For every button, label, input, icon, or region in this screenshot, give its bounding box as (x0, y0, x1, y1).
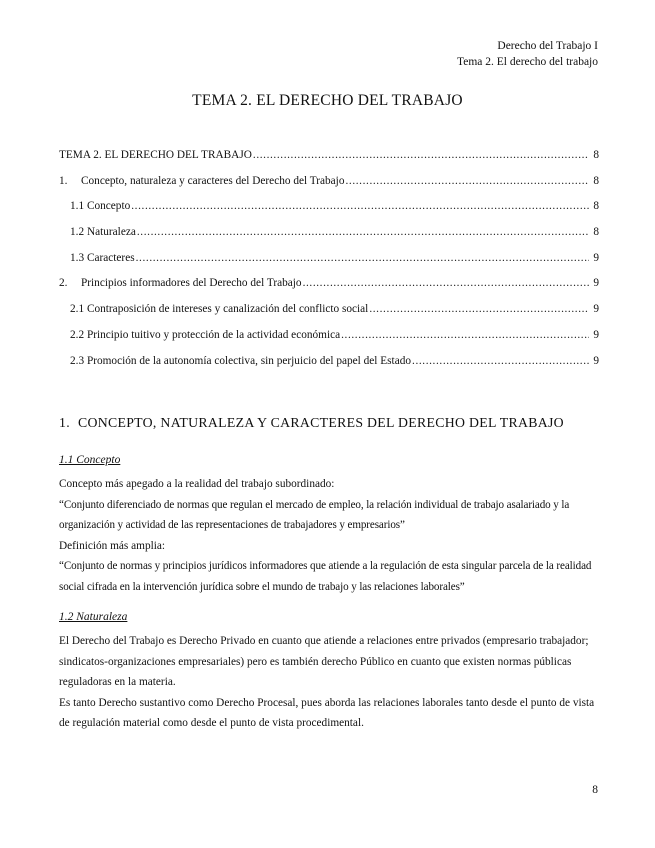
toc-page: 8 (593, 174, 599, 187)
page-number: 8 (592, 784, 598, 796)
toc-entry[interactable] (59, 277, 599, 303)
toc-page: 8 (593, 200, 599, 213)
toc-page: 8 (593, 226, 599, 239)
header-course: Derecho del Trabajo I (497, 40, 598, 52)
toc-page: 9 (593, 277, 599, 290)
toc-label: 2.2 Principio tuitivo y protección de la actividad económica (70, 328, 341, 341)
toc-number: 1. (59, 174, 68, 187)
table-of-contents (59, 149, 599, 380)
toc-leader (136, 252, 589, 264)
toc-leader (137, 226, 589, 238)
toc-label: 2.3 Promoción de la autonomía colectiva, sin perjuicio del papel del Estado (70, 354, 412, 367)
toc-label: 1.2 Naturaleza (70, 226, 136, 239)
toc-entry[interactable] (59, 303, 599, 329)
toc-entry[interactable] (59, 175, 599, 201)
toc-leader (369, 303, 589, 315)
toc-label: 2.1 Contraposición de intereses y canalización del conflicto social (70, 303, 369, 316)
naturaleza-paragraph-1: El Derecho del Trabajo es Derecho Privado en cuanto que atiende a relaciones entre privados (empresario trabajador; sindicatos-organizaciones empresariales) pero es también derecho Público en cuanto que existen normas públicas reguladoras en la materia. (59, 635, 589, 688)
toc-entry[interactable] (59, 200, 599, 226)
header-topic: Tema 2. El derecho del trabajo (457, 56, 598, 68)
toc-entry[interactable] (59, 329, 599, 355)
toc-page: 8 (593, 149, 599, 161)
toc-entry[interactable] (59, 355, 599, 381)
toc-number: 2. (59, 277, 68, 290)
toc-leader (131, 200, 589, 212)
running-header (457, 38, 598, 70)
naturaleza-body (59, 631, 599, 734)
toc-entry[interactable] (59, 226, 599, 252)
section-title: CONCEPTO, NATURALEZA Y CARACTERES DEL DERECHO DEL TRABAJO (77, 415, 564, 430)
toc-label: 1.1 Concepto (70, 200, 131, 213)
subsection-heading-concepto: 1.1 Concepto (59, 454, 121, 466)
subsection-heading-naturaleza: 1.2 Naturaleza (59, 611, 128, 623)
toc-entry[interactable] (59, 252, 599, 278)
toc-label: TEMA 2. EL DERECHO DEL TRABAJO (59, 149, 252, 161)
toc-leader (253, 149, 589, 161)
toc-leader (412, 355, 589, 367)
toc-leader (341, 329, 589, 341)
section-number: 1. (59, 415, 70, 430)
toc-leader (303, 277, 589, 289)
concepto-quote-2: “Conjunto de normas y principios jurídicos informadores que atiende a la regulación de esta singular parcela de la realidad social cifrada en la intervención jurídica sobre el mundo de trabajo y las relaciones laborales” (59, 560, 592, 593)
toc-label: Principios informadores del Derecho del Trabajo (81, 277, 302, 290)
toc-label: 1.3 Caracteres (70, 251, 135, 264)
naturaleza-paragraph-2: Es tanto Derecho sustantivo como Derecho Procesal, pues aborda las relaciones laborales tanto desde el punto de vista de regulación material como desde el punto de vista procedimental. (59, 696, 595, 729)
toc-page: 9 (593, 251, 599, 264)
toc-page: 9 (593, 303, 599, 316)
concepto-intro-2: Definición más amplia: (59, 539, 166, 552)
toc-page: 9 (593, 354, 599, 367)
document-title: TEMA 2. EL DERECHO DEL TRABAJO (192, 92, 463, 109)
toc-page: 9 (593, 328, 599, 341)
toc-label: Concepto, naturaleza y caracteres del Derecho del Trabajo (81, 174, 345, 187)
toc-entry[interactable] (59, 149, 599, 175)
toc-leader (345, 175, 589, 187)
concepto-body (59, 474, 599, 597)
concepto-quote-1: “Conjunto diferenciado de normas que regulan el mercado de empleo, la relación individual de trabajo asalariado y la organización y actividad de las representaciones de trabajadores y empresarios” (59, 498, 570, 531)
section-heading (59, 415, 564, 431)
concepto-intro: Concepto más apegado a la realidad del trabajo subordinado: (59, 478, 335, 490)
